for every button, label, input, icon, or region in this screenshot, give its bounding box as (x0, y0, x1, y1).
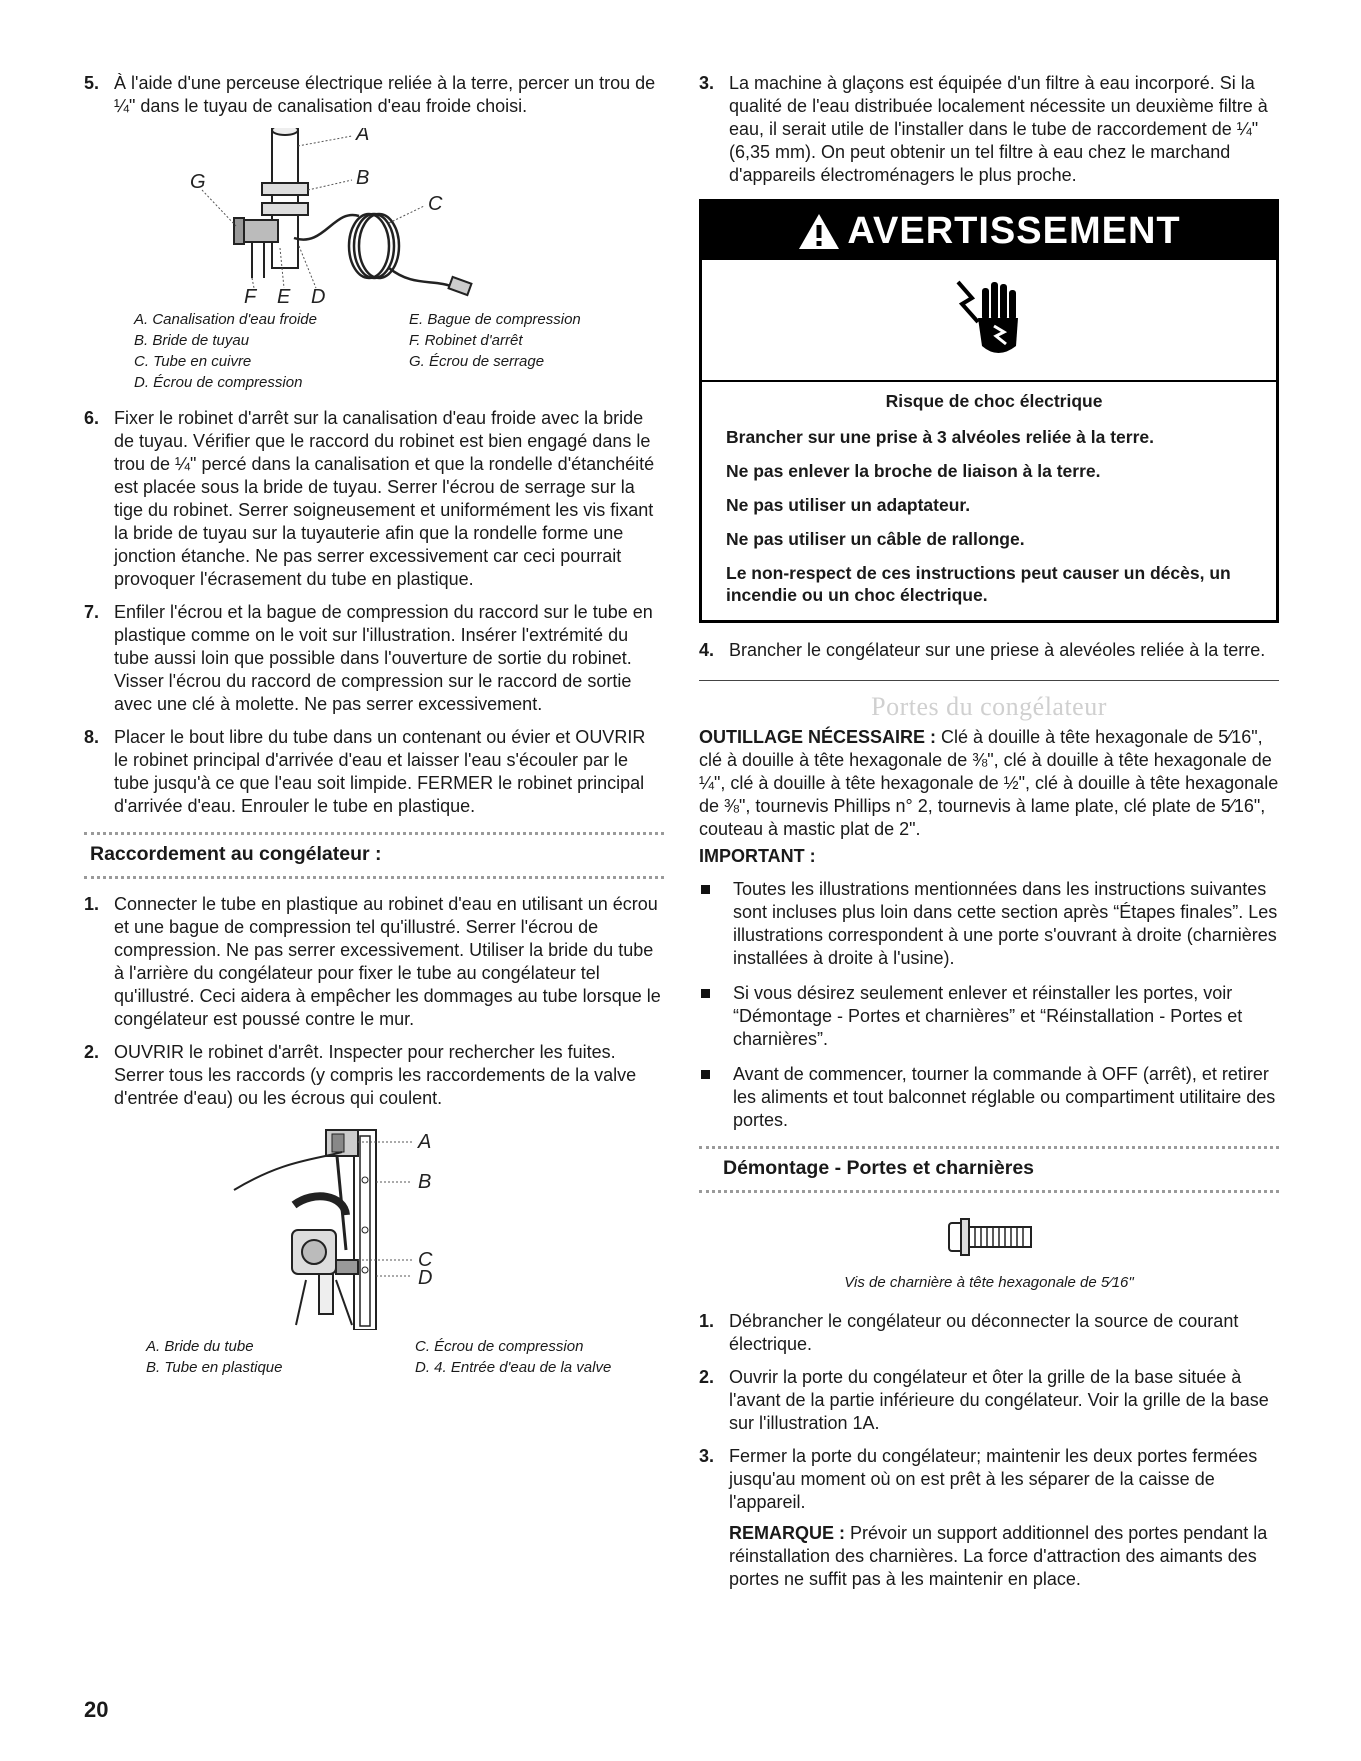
label-e: E (277, 286, 291, 303)
section-banner-freezer-doors: Portes du congélateur (871, 692, 1107, 721)
label-a: A (418, 1131, 432, 1153)
step-number: 4. (699, 640, 715, 660)
bullet-square-icon (701, 989, 710, 998)
step-text: Enfiler l'écrou et la bague de compression du raccord sur le tube en plastique comme on le voit sur l'illustration. Insérer l'extrémité du tube aussi loin que possible dans l'ouverture de sortie du robinet. Visser l'écrou du raccord de compression sur le raccord de sortie avec une clé à molette. Ne pas serrer excessivement. (114, 602, 653, 714)
warning-line: Ne pas utiliser un câble de rallonge. (726, 529, 1025, 549)
step-text: Fixer le robinet d'arrêt sur la canalisation d'eau froide avec la bride de tuyau. Vérifier que le raccord du robinet est bien engagé dans le trou de ¼" percé dans la canalisation et que la rondelle d'étanchéité est placée sous la bride de tuyau. Serrer l'écrou de serrage sur la tige du robinet. Serrer soigneusement et uniformément les vis fixant la bride de tuyau sur la tuyauterie afin que la rondelle forme une jonction étanche. Ne pas serrer excessivement car ceci pourrait provoquer l'écrasement du tube en plastique. (114, 408, 655, 589)
freezer-connection-figure (84, 1120, 664, 1330)
screw-caption: Vis de charnière à tête hexagonale de 5⁄16" (844, 1274, 1134, 1291)
connection-step-1 (84, 893, 664, 1031)
section-heading-freezer-connection: Raccordement au congélateur : (84, 832, 664, 879)
remark-paragraph (729, 1522, 1279, 1591)
step-3 (699, 72, 1279, 187)
electric-shock-hand-icon (948, 274, 1028, 364)
warning-box (699, 199, 1279, 623)
tools-text: Clé à douille à tête hexagonale de 5⁄16", clé à douille à tête hexagonale de ⅜", clé à douille à tête hexagonale de ¼", clé à douille à tête hexagonale de ½", clé à douille à tête hexagonale de ⅜", tournevis Phillips n° 2, tournevis à lame plate, clé plate de 5⁄16", couteau à mastic plat de 2". (699, 727, 1279, 839)
step-text: Ouvrir la porte du congélateur et ôter la grille de la base située à l'avant de la partie inférieure du congélateur. Voir la grille de la base sur l'illustration 1A. (729, 1367, 1269, 1433)
figure-1-captions (134, 309, 664, 393)
bullet-square-icon (701, 885, 710, 894)
step-text: OUVRIR le robinet d'arrêt. Inspecter pour rechercher les fuites. Serrer tous les raccords (y compris les raccordements de la valve d'entrée d'eau) ou les écrous qui coulent. (114, 1042, 637, 1108)
step-number: 7. (84, 602, 100, 622)
step-text: Connecter le tube en plastique au robinet d'eau en utilisant un écrou et une bague de compression tel qu'illustré. Serrer l'écrou de compression. Ne pas serrer excessivement. Utiliser la bride du tube à l'arrière du congélateur pour fixer le tube au congélateur tel qu'illustré. Ceci aidera à empêcher les dommages au tube lorsque le congélateur est poussé contre le mur. (114, 894, 661, 1029)
step-7 (84, 601, 664, 716)
warning-body (702, 382, 1276, 620)
tools-label: OUTILLAGE NÉCESSAIRE : (699, 727, 937, 747)
bullet-square-icon (701, 1070, 710, 1079)
shutoff-valve-figure (84, 128, 664, 303)
caption: D. Écrou de compression (134, 374, 303, 391)
caption: C. Tube en cuivre (134, 353, 252, 370)
caption: C. Écrou de compression (415, 1338, 584, 1355)
left-column (84, 72, 664, 1378)
step-5 (84, 72, 664, 118)
bullet-text: Si vous désirez seulement enlever et réinstaller les portes, voir “Démontage - Portes et charnières” et “Réinstallation - Portes et charnières”. (733, 983, 1243, 1049)
step-number: 6. (84, 408, 100, 428)
step-number: 2. (84, 1042, 100, 1062)
label-b: B (418, 1171, 432, 1193)
caption: G. Écrou de serrage (409, 353, 545, 370)
shutoff-valve-illustration (84, 128, 664, 303)
connection-step-2 (84, 1041, 664, 1110)
removal-step-2 (699, 1366, 1279, 1435)
warning-line: Ne pas enlever la broche de liaison à la terre. (726, 461, 1101, 481)
caption: E. Bague de compression (409, 311, 581, 328)
label-d: D (418, 1267, 433, 1289)
hinge-screw-icon (699, 1207, 1279, 1265)
bullet-item (699, 878, 1279, 970)
important-label: IMPORTANT : (699, 846, 816, 866)
step-number: 5. (84, 73, 100, 93)
label-c: C (418, 1249, 433, 1271)
remark-label: REMARQUE : (729, 1523, 845, 1543)
warning-line: Ne pas utiliser un adaptateur. (726, 495, 971, 515)
warning-icon-area (702, 260, 1276, 382)
step-number: 2. (699, 1367, 715, 1387)
removal-step-3 (699, 1445, 1279, 1591)
label-d: D (311, 286, 326, 303)
hinge-screw-figure (699, 1207, 1279, 1265)
caption: A. Bride du tube (146, 1338, 254, 1355)
caption: D. 4. Entrée d'eau de la valve (415, 1359, 612, 1376)
removal-step-1 (699, 1310, 1279, 1356)
bullet-text: Toutes les illustrations mentionnées dans les instructions suivantes sont incluses plus loin dans cette section après “Étapes finales”. Les illustrations correspondent à une porte s'ouvrant à droite (charnières installées à droite à l'usine). (733, 879, 1278, 968)
caption: B. Tube en plastique (146, 1359, 283, 1376)
figure-2-captions (146, 1336, 664, 1378)
warning-triangle-icon (797, 211, 841, 251)
section-heading-door-removal: Démontage - Portes et charnières (699, 1146, 1279, 1193)
caption: B. Bride de tuyau (134, 332, 250, 349)
remark-text: Prévoir un support additionnel des portes pendant la réinstallation des charnières. La force d'attraction des aimants des portes ne suffit pas à les maintenir en place. (729, 1523, 1268, 1589)
bullet-item (699, 982, 1279, 1051)
warning-line: Brancher sur une prise à 3 alvéoles reliée à la terre. (726, 427, 1155, 447)
step-number: 1. (84, 894, 100, 914)
warning-line: Le non-respect de ces instructions peut causer un décès, un incendie ou un choc électrique. (726, 563, 1231, 605)
bullet-item (699, 1063, 1279, 1132)
bullet-text: Avant de commencer, tourner la commande à OFF (arrêt), et retirer les aliments et tout balconnet réglable ou compartiment utilitaire des portes. (733, 1064, 1276, 1130)
label-b: B (356, 167, 370, 189)
step-text: La machine à glaçons est équipée d'un filtre à eau incorporé. Si la qualité de l'eau distribuée localement nécessite un deuxième filtre à eau, il serait utile de l'installer dans le tube de raccordement de ¼" (6,35 mm). On peut obtenir un tel filtre à eau chez le marchand d'appareils électroménagers le plus proche. (729, 73, 1268, 185)
label-c: C (428, 193, 443, 215)
tools-paragraph (699, 726, 1279, 841)
step-number: 1. (699, 1311, 715, 1331)
step-text: Débrancher le congélateur ou déconnecter la source de courant électrique. (729, 1311, 1239, 1354)
step-6 (84, 407, 664, 591)
label-f: F (244, 286, 257, 303)
label-g: G (190, 171, 206, 193)
page-number: 20 (84, 1697, 109, 1722)
step-8 (84, 726, 664, 818)
divider (699, 680, 1279, 681)
warning-title: AVERTISSEMENT (847, 209, 1181, 252)
right-column (699, 72, 1279, 1601)
label-a: A (356, 128, 370, 145)
caption: A. Canalisation d'eau froide (134, 311, 317, 328)
step-text: Fermer la porte du congélateur; maintenir les deux portes fermées jusqu'au moment où on est prêt à les séparer de la caisse de l'appareil. (729, 1446, 1258, 1512)
valve-connection-illustration (84, 1120, 664, 1330)
warning-risk: Risque de choc électrique (885, 391, 1103, 411)
step-number: 3. (699, 1446, 715, 1466)
warning-header (702, 202, 1276, 260)
step-text: Placer le bout libre du tube dans un contenant ou évier et OUVRIR le robinet principal d'arrivée d'eau et laisser l'eau s'écouler par le tube jusqu'à ce que l'eau soit limpide. FERMER le robinet principal d'arrivée d'eau. Enrouler le tube en plastique. (114, 727, 646, 816)
step-4 (699, 639, 1279, 662)
step-text: À l'aide d'une perceuse électrique reliée à la terre, percer un trou de ¼" dans le tuyau de canalisation d'eau froide choisi. (114, 73, 656, 116)
caption: F. Robinet d'arrêt (409, 332, 523, 349)
step-text: Brancher le congélateur sur une priese à alevéoles reliée à la terre. (729, 640, 1266, 660)
step-number: 3. (699, 73, 715, 93)
step-number: 8. (84, 727, 100, 747)
